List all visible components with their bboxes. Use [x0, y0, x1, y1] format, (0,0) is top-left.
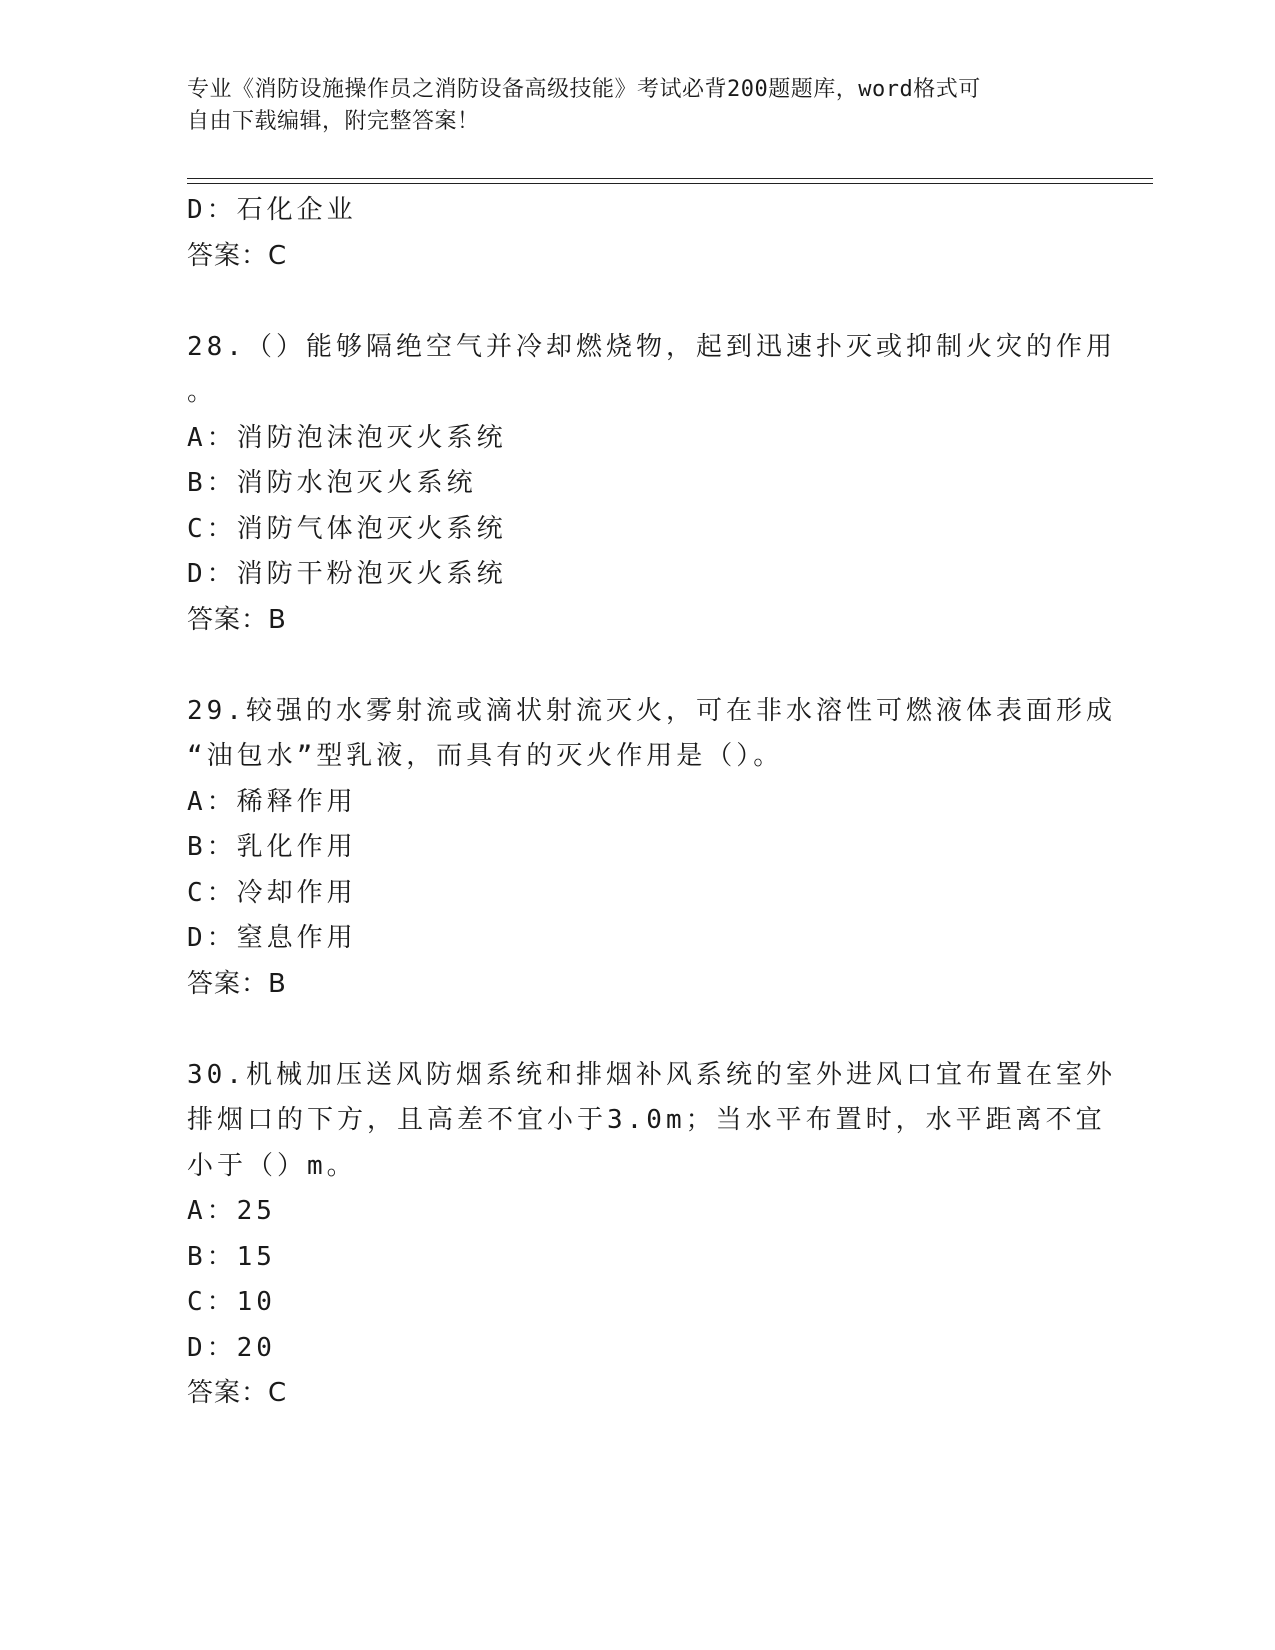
- prev-question: [187, 188, 1087, 279]
- header-line-2: 自由下载编辑，附完整答案！: [187, 109, 480, 134]
- answer-line: 答案：B: [187, 604, 287, 635]
- question-stem: 30.机械加压送风防烟系统和排烟补风系统的室外进风口宜布置在室外: [187, 1059, 1116, 1090]
- option-d: D：石化企业: [187, 195, 357, 225]
- question-30: [187, 1053, 1116, 1417]
- answer-line: 答案：C: [187, 1378, 288, 1408]
- option-b: B：消防水泡灭火系统: [187, 468, 477, 498]
- header-line-1: 专业《消防设施操作员之消防设备高级技能》考试必背200题题库，word格式可: [187, 77, 981, 102]
- spacer: [187, 643, 1087, 689]
- option-b: B：15: [187, 1241, 276, 1272]
- question-stem: “油包水”型乳液，而具有的灭火作用是（）。: [187, 741, 784, 771]
- question-29: [187, 689, 1116, 1008]
- option-a: A：25: [187, 1196, 276, 1226]
- header-rule-top: [187, 178, 1153, 179]
- question-stem: 。: [187, 377, 218, 407]
- question-stem: 28.（）能够隔绝空气并冷却燃烧物，起到迅速扑灭或抑制火灾的作用: [187, 331, 1116, 362]
- option-c: C：消防气体泡灭火系统: [187, 513, 507, 544]
- option-c: C：10: [187, 1287, 276, 1317]
- spacer: [187, 1007, 1087, 1053]
- option-b: B：乳化作用: [187, 832, 357, 862]
- question-content: [187, 188, 1116, 1417]
- option-d: D：消防干粉泡灭火系统: [187, 559, 507, 589]
- option-a: A：消防泡沫泡灭火系统: [187, 422, 507, 453]
- answer-line: 答案：C: [187, 240, 288, 271]
- question-stem: 排烟口的下方，且高差不宜小于3.0m；当水平布置时，水平距离不宜: [187, 1105, 1106, 1135]
- question-stem: 29.较强的水雾射流或滴状射流灭火，可在非水溶性可燃液体表面形成: [187, 695, 1116, 726]
- answer-line: 答案：B: [187, 968, 287, 999]
- option-a: A：稀释作用: [187, 786, 357, 817]
- option-d: D：窒息作用: [187, 923, 357, 953]
- option-c: C：冷却作用: [187, 877, 357, 908]
- header-rule-bottom: [187, 183, 1153, 184]
- spacer: [187, 279, 1087, 325]
- question-28: [187, 325, 1116, 644]
- document-header: [187, 74, 1087, 138]
- option-d: D：20: [187, 1332, 276, 1363]
- question-stem: 小于（）m。: [187, 1150, 357, 1181]
